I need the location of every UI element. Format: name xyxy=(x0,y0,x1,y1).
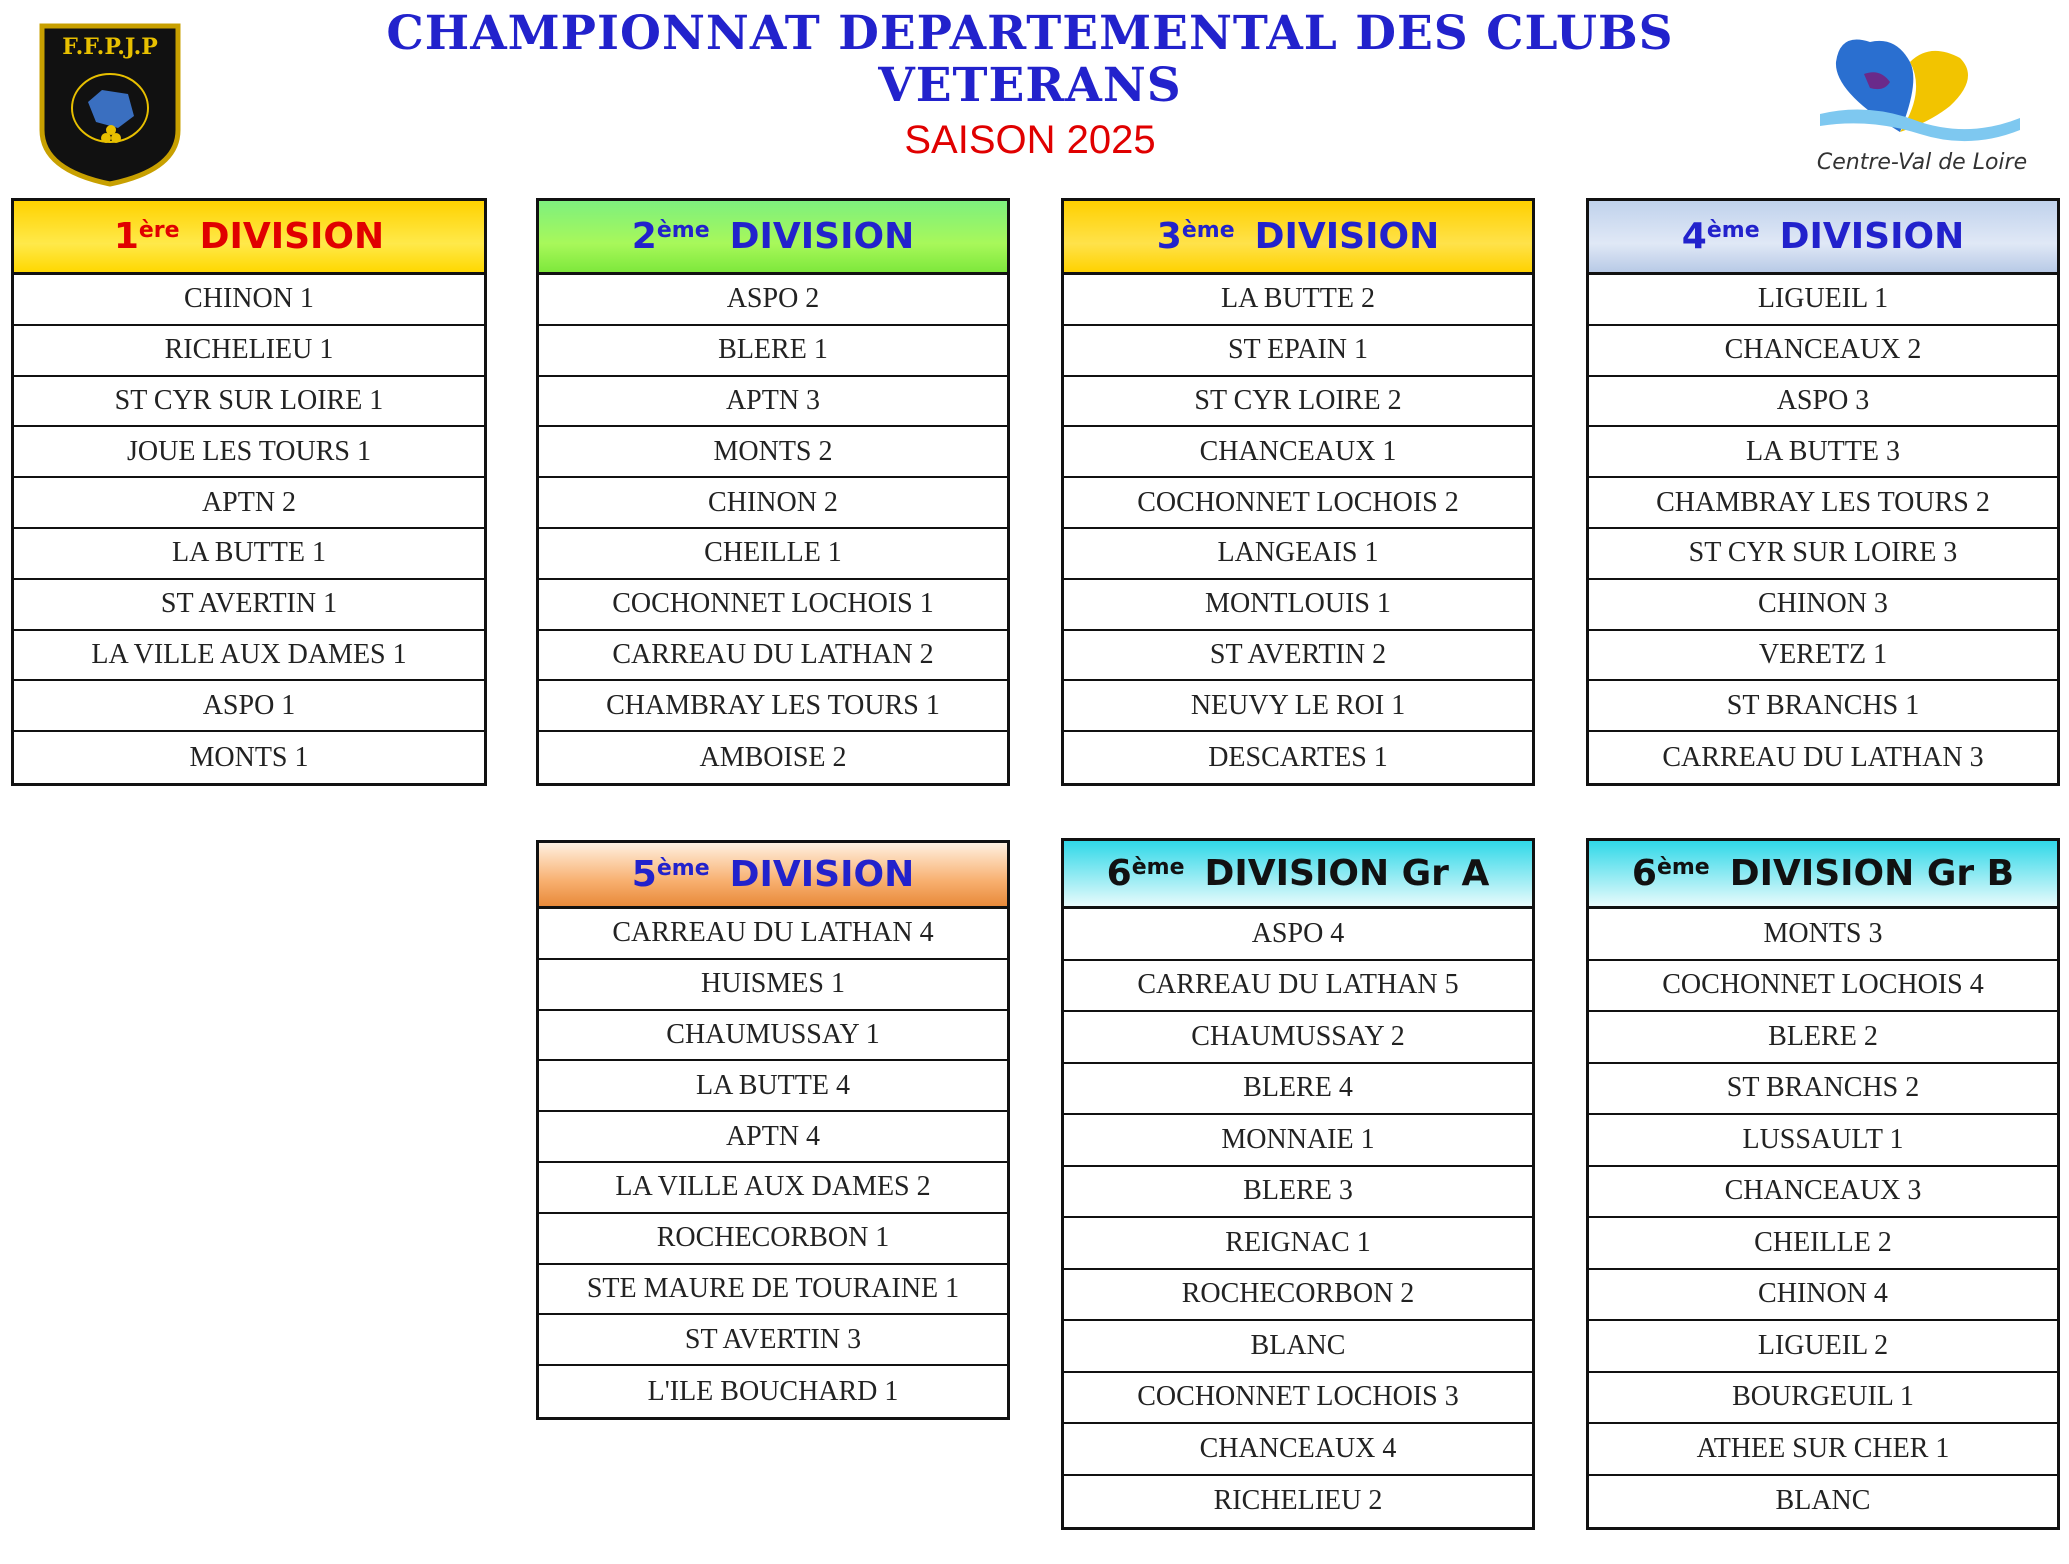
team-row: MONTS 2 xyxy=(539,427,1007,478)
team-row: ASPO 2 xyxy=(539,275,1007,326)
team-row: LUSSAULT 1 xyxy=(1589,1115,2057,1167)
team-row: APTN 4 xyxy=(539,1112,1007,1163)
team-row: CARREAU DU LATHAN 4 xyxy=(539,909,1007,960)
team-row: CHANCEAUX 2 xyxy=(1589,326,2057,377)
team-row: ST CYR SUR LOIRE 1 xyxy=(14,377,484,428)
team-row: BLERE 1 xyxy=(539,326,1007,377)
team-row: BLERE 4 xyxy=(1064,1064,1532,1116)
page-title-line2: VETERANS xyxy=(878,58,1182,113)
team-row: ST AVERTIN 2 xyxy=(1064,631,1532,682)
team-row: NEUVY LE ROI 1 xyxy=(1064,681,1532,732)
team-row: JOUE LES TOURS 1 xyxy=(14,427,484,478)
team-row: STE MAURE DE TOURAINE 1 xyxy=(539,1265,1007,1316)
team-row: CHEILLE 1 xyxy=(539,529,1007,580)
division-6b-table xyxy=(1586,838,2060,1530)
team-row: ST AVERTIN 1 xyxy=(14,580,484,631)
division-2-header: 2 $^{ème}$ DIVISION xyxy=(539,201,1007,275)
team-row: BLERE 3 xyxy=(1064,1167,1532,1219)
team-row: HUISMES 1 xyxy=(539,960,1007,1011)
team-row: CHEILLE 2 xyxy=(1589,1218,2057,1270)
team-row: CHANCEAUX 1 xyxy=(1064,427,1532,478)
team-row: LA BUTTE 2 xyxy=(1064,275,1532,326)
team-row: CHANCEAUX 3 xyxy=(1589,1167,2057,1219)
team-row: AMBOISE 2 xyxy=(699,741,847,773)
team-row: BLANC xyxy=(1775,1485,1871,1517)
season-label: SAISON 2025 xyxy=(904,118,1156,162)
team-row: APTN 3 xyxy=(539,377,1007,428)
division-6a-table xyxy=(1061,838,1535,1530)
division-4-table xyxy=(1586,198,2060,786)
team-row: L'ILE BOUCHARD 1 xyxy=(647,1375,899,1407)
team-row: ST CYR SUR LOIRE 3 xyxy=(1589,529,2057,580)
division-3-header: 3 $^{ème}$ DIVISION xyxy=(1064,201,1532,275)
division-2-table xyxy=(536,198,1010,786)
team-row: ST BRANCHS 1 xyxy=(1589,681,2057,732)
team-row: CHINON 3 xyxy=(1589,580,2057,631)
team-row: CHAUMUSSAY 2 xyxy=(1064,1012,1532,1064)
team-row: ROCHECORBON 2 xyxy=(1064,1270,1532,1322)
team-row: CHAMBRAY LES TOURS 1 xyxy=(539,681,1007,732)
team-row: LIGUEIL 1 xyxy=(1589,275,2057,326)
team-row: ROCHECORBON 1 xyxy=(539,1214,1007,1265)
team-row: COCHONNET LOCHOIS 3 xyxy=(1064,1373,1532,1425)
team-row: LA BUTTE 1 xyxy=(14,529,484,580)
team-row: RICHELIEU 1 xyxy=(14,326,484,377)
page-title-line1: CHAMPIONNAT DEPARTEMENTAL DES CLUBS xyxy=(386,6,1674,61)
team-row: CHANCEAUX 4 xyxy=(1064,1424,1532,1476)
team-row: CHAUMUSSAY 1 xyxy=(539,1011,1007,1062)
team-row: DESCARTES 1 xyxy=(1208,741,1388,773)
ffpjp-logo-text: F.F.P.J.P xyxy=(62,34,158,60)
team-row: CARREAU DU LATHAN 3 xyxy=(1662,741,1984,773)
team-row: CARREAU DU LATHAN 2 xyxy=(539,631,1007,682)
team-row: LIGUEIL 2 xyxy=(1589,1321,2057,1373)
team-row: BLERE 2 xyxy=(1589,1012,2057,1064)
team-row: VERETZ 1 xyxy=(1589,631,2057,682)
team-row: MONNAIE 1 xyxy=(1064,1115,1532,1167)
team-row: LA VILLE AUX DAMES 2 xyxy=(539,1163,1007,1214)
team-row: CARREAU DU LATHAN 5 xyxy=(1064,961,1532,1013)
team-row: ST AVERTIN 3 xyxy=(539,1315,1007,1366)
team-row: COCHONNET LOCHOIS 1 xyxy=(539,580,1007,631)
team-row: ST BRANCHS 2 xyxy=(1589,1064,2057,1116)
team-row: MONTS 3 xyxy=(1589,909,2057,961)
team-row: APTN 2 xyxy=(14,478,484,529)
team-row: RICHELIEU 2 xyxy=(1213,1485,1383,1517)
team-row: CHINON 4 xyxy=(1589,1270,2057,1322)
team-row: REIGNAC 1 xyxy=(1064,1218,1532,1270)
team-row: LA VILLE AUX DAMES 1 xyxy=(14,631,484,682)
division-4-header: 4 $^{ème}$ DIVISION xyxy=(1589,201,2057,275)
division-5-header: 5 $^{ème}$ DIVISION xyxy=(539,843,1007,909)
team-row: LANGEAIS 1 xyxy=(1064,529,1532,580)
region-logo-name: Centre-Val de Loire xyxy=(1816,150,2028,175)
team-row: LA BUTTE 3 xyxy=(1589,427,2057,478)
team-row: MONTLOUIS 1 xyxy=(1064,580,1532,631)
division-6a-header: 6 $^{ème}$ DIVISION Gr A xyxy=(1064,841,1532,909)
team-row: BOURGEUIL 1 xyxy=(1589,1373,2057,1425)
division-6b-header: 6 $^{ème}$ DIVISION Gr B xyxy=(1589,841,2057,909)
team-row: COCHONNET LOCHOIS 4 xyxy=(1589,961,2057,1013)
ffpjp-logo xyxy=(36,20,184,188)
team-row: CHAMBRAY LES TOURS 2 xyxy=(1589,478,2057,529)
team-row: MONTS 1 xyxy=(189,741,309,773)
team-row: CHINON 1 xyxy=(14,275,484,326)
team-row: ST EPAIN 1 xyxy=(1064,326,1532,377)
division-3-table xyxy=(1061,198,1535,786)
division-1-table xyxy=(11,198,487,786)
division-5-table xyxy=(536,840,1010,1420)
team-row: BLANC xyxy=(1064,1321,1532,1373)
division-1-header: 1 $^{ère}$ DIVISION xyxy=(14,201,484,275)
team-row: LA BUTTE 4 xyxy=(539,1061,1007,1112)
team-row: ASPO 1 xyxy=(14,681,484,732)
team-row: COCHONNET LOCHOIS 2 xyxy=(1064,478,1532,529)
team-row: ATHEE SUR CHER 1 xyxy=(1589,1424,2057,1476)
team-row: ASPO 4 xyxy=(1064,909,1532,961)
team-row: CHINON 2 xyxy=(539,478,1007,529)
team-row: ASPO 3 xyxy=(1589,377,2057,428)
team-row: ST CYR LOIRE 2 xyxy=(1064,377,1532,428)
